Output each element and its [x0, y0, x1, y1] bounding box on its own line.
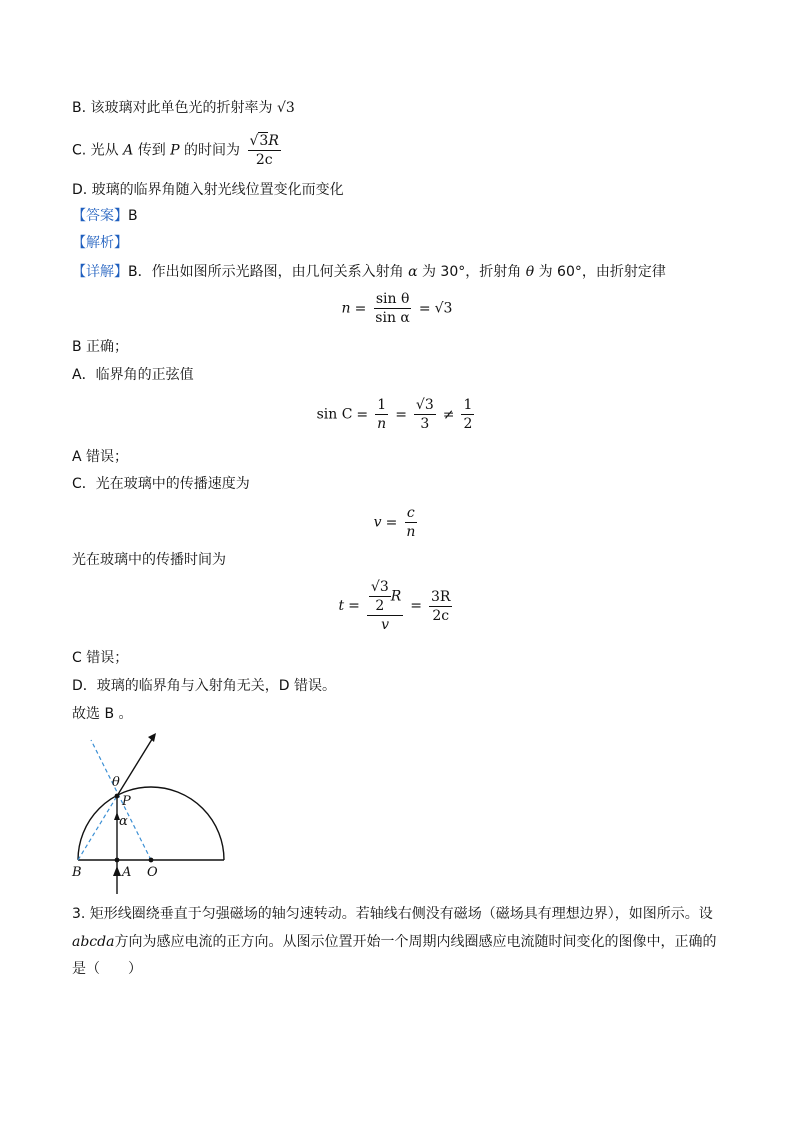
normal-line: [91, 740, 151, 860]
point-p-dot: [115, 794, 120, 799]
question3-line3: [72, 959, 142, 979]
eq4-inner-den: 2: [375, 598, 385, 614]
eq2-f1-num: 1: [377, 397, 387, 413]
label-p: P: [122, 794, 131, 809]
eq2-f1-den: n: [377, 416, 387, 432]
c-wrong-line: [72, 648, 128, 668]
time-line: [72, 550, 226, 570]
eq3-num: c: [406, 505, 415, 521]
b-correct-line: [72, 337, 128, 357]
a-wrong-line: [72, 447, 128, 467]
eq4-rhs-den: 2c: [432, 607, 450, 624]
detail-text3: 为 60°，由折射定律: [538, 264, 666, 280]
c-line-text: C．光在玻璃中的传播速度为: [72, 476, 250, 492]
b-correct-text: B 正确；: [72, 339, 129, 355]
analysis-line: [72, 233, 128, 253]
point-a-label: A: [123, 142, 134, 159]
option-b: [72, 98, 295, 118]
reflected-dashed-line: [78, 796, 117, 860]
label-b: B: [72, 865, 82, 880]
eq4-inner-num: √3: [370, 579, 389, 595]
equation-critical-angle: sin C = $\frac{1}{n}$ = $\frac{√3}{3}$ ≠ $\frac{1}{2}$: [316, 397, 473, 432]
option-c-suffix: 的时间为: [184, 142, 241, 159]
detail-theta: θ: [525, 264, 535, 280]
a-line: [72, 365, 194, 385]
choose-line: [72, 704, 133, 724]
point-a-dot: [115, 858, 120, 863]
analysis-tag: 【解析】: [72, 235, 128, 251]
a-line-text: A．临界角的正弦值: [72, 367, 194, 383]
eq2-lhs: sin C: [316, 406, 353, 423]
option-b-value: √3: [276, 100, 295, 116]
c-line: [72, 474, 250, 494]
eq1-lhs: n: [341, 300, 351, 317]
d-line-text: D．玻璃的临界角与入射角无关，D 错误。: [72, 678, 337, 694]
eq2-f3-den: 2: [463, 416, 473, 432]
eq4-den: v: [381, 617, 390, 633]
eq2-f2-den: 3: [420, 416, 430, 432]
detail-text: B．作出如图所示光路图，由几何关系入射角: [128, 264, 404, 280]
eq2-f3-num: 1: [463, 397, 473, 413]
option-c-den: 2c: [255, 152, 273, 168]
eq2-f2-num: √3: [415, 397, 434, 413]
question3-line2: [72, 932, 716, 952]
eq1-den: sin α: [375, 310, 410, 326]
label-alpha: α: [119, 814, 128, 829]
eq3-lhs: v: [373, 514, 382, 531]
answer-value: B: [128, 208, 138, 224]
answer-line: [72, 206, 138, 226]
c-wrong-text: C 错误；: [72, 650, 129, 666]
question3-text1: 3. 矩形线圈绕垂直于匀强磁场的轴匀速转动。若轴线右侧没有磁场（磁场具有理想边界），如图所示。设: [72, 906, 713, 922]
option-c: [72, 132, 284, 169]
point-o-dot: [149, 858, 154, 863]
d-line: [72, 676, 336, 696]
option-d: [72, 180, 344, 200]
answer-tag: 【答案】: [72, 208, 128, 224]
eq3-den: n: [406, 524, 416, 540]
detail-line: [72, 262, 666, 282]
label-a: A: [122, 865, 132, 880]
option-c-prefix: C. 光从: [72, 142, 119, 159]
question3-text3: 是（ ）: [72, 961, 142, 977]
eq4-inner-var: R: [390, 588, 402, 605]
eq1-num: sin θ: [375, 291, 410, 307]
refracted-arrowhead: [148, 733, 156, 742]
option-c-var: R: [268, 133, 279, 149]
option-c-root: 3: [259, 133, 269, 149]
detail-alpha: α: [408, 264, 418, 280]
detail-tag: 【详解】: [72, 264, 128, 280]
option-c-fraction: $\frac{√3R}{2c}$: [249, 133, 279, 168]
eq4-rhs-num: 3R: [431, 588, 451, 605]
question3-text2: 方向为感应电流的正方向。从图示位置开始一个周期内线圈感应电流随时间变化的图像中，正确的: [114, 934, 717, 950]
label-theta: θ: [112, 775, 120, 790]
option-c-mid: 传到: [137, 142, 166, 159]
incident-arrow-bottom: [113, 866, 121, 876]
option-b-text: B. 该玻璃对此单色光的折射率为: [72, 100, 273, 116]
question3-var: abcda: [72, 934, 115, 950]
detail-text2: 为 30°，折射角: [421, 264, 522, 280]
eq1-rhs: √3: [434, 300, 453, 317]
equation-speed: v = $\frac{c}{n}$: [373, 505, 416, 540]
question3-line1: [72, 904, 713, 924]
time-line-text: 光在玻璃中的传播时间为: [72, 552, 226, 568]
eq4-lhs: t: [338, 598, 345, 614]
option-d-text: D. 玻璃的临界角随入射光线位置变化而变化: [72, 182, 344, 198]
label-o: O: [147, 865, 158, 880]
equation-time: t = $\frac{√3}{2}$ R v = $\frac{3R}{2c}$: [338, 579, 451, 633]
point-p-label: P: [170, 142, 180, 159]
equation-refraction: n = $\frac{\text{sin θ}}{\text{sin α}}$ = √3: [341, 291, 453, 326]
a-wrong-text: A 错误；: [72, 449, 129, 465]
optics-diagram: [66, 728, 236, 898]
eq2-neq: ≠: [442, 406, 455, 423]
choose-text: 故选 B 。: [72, 706, 133, 722]
